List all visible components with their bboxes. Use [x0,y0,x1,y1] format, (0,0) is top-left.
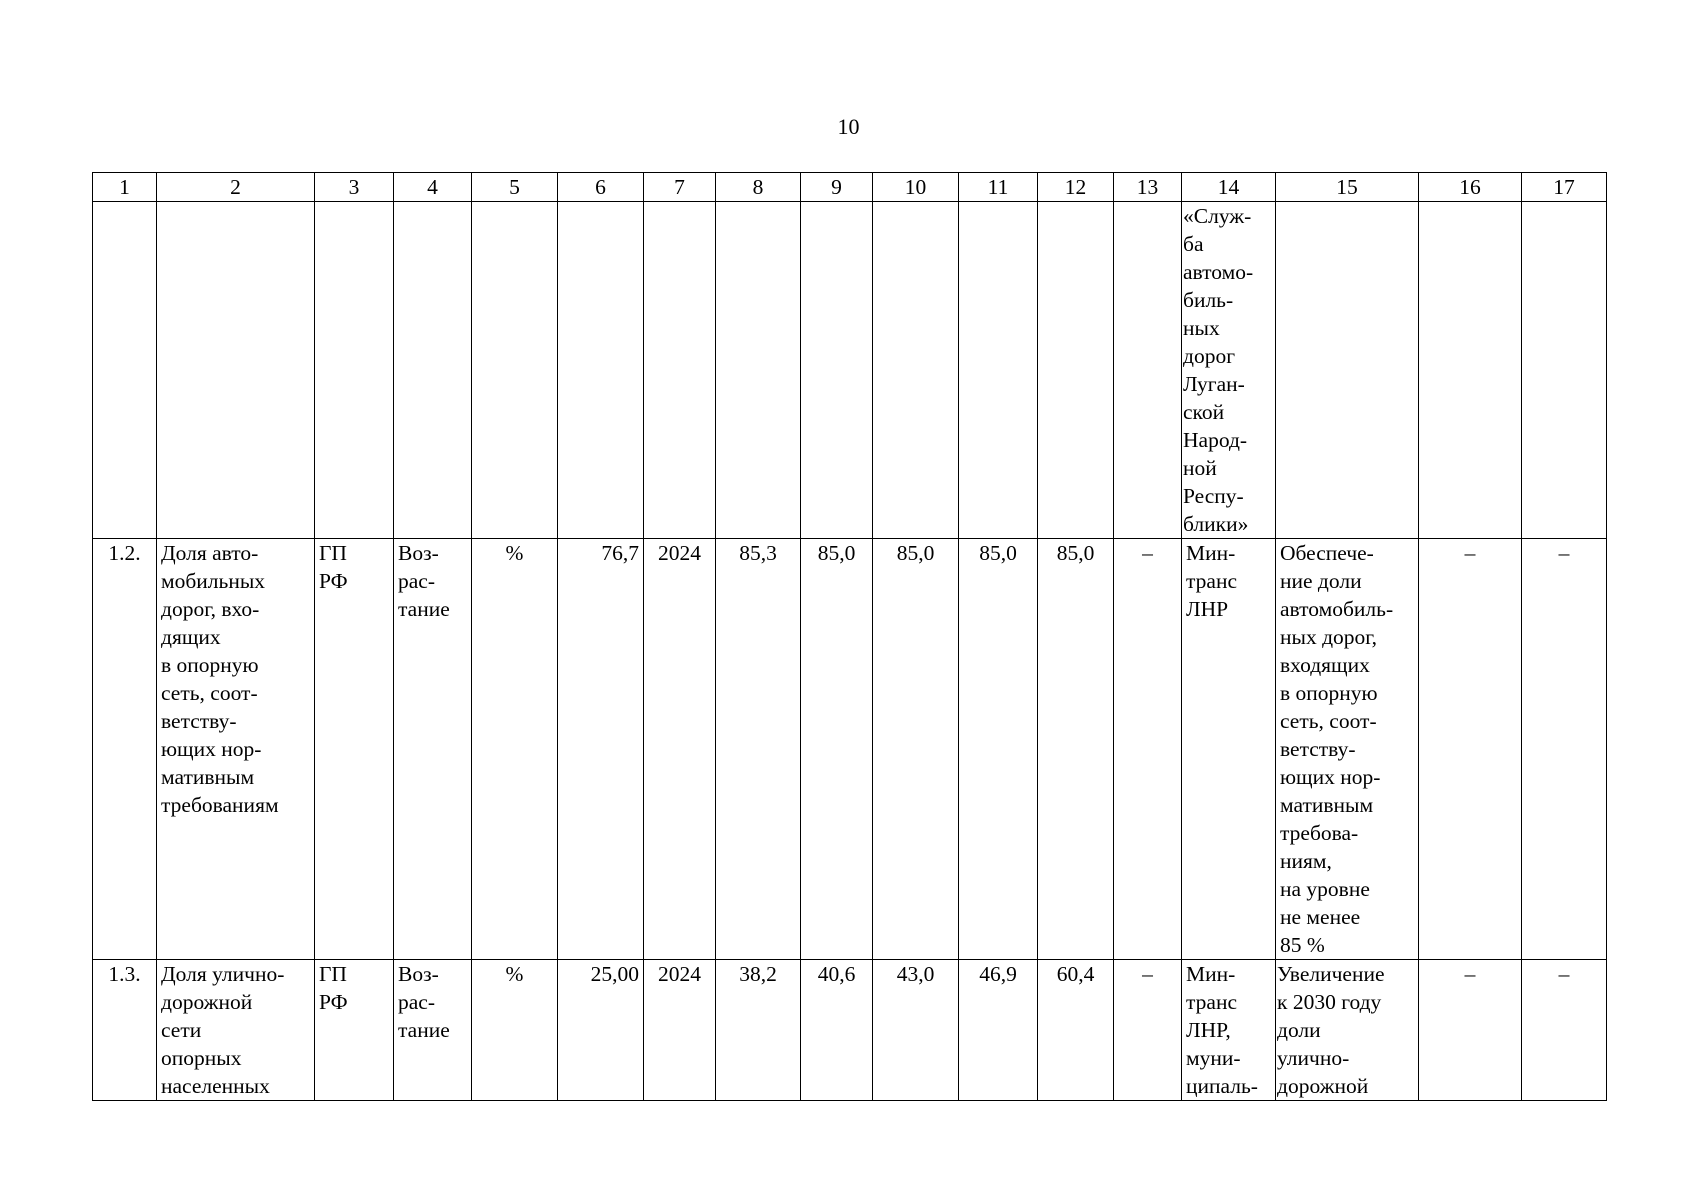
header-col-9: 9 [801,173,873,202]
table-row [93,539,1607,960]
indicator-level: ГП РФ [315,960,394,1101]
value-col-17: – [1522,539,1607,960]
indicator-name: Доля авто- мобильных дорог, вхо- дящих в опорную сеть, соот- ветству- ющих нор- мативным требованиям [157,539,315,960]
indicator-level: ГП РФ [315,539,394,960]
indicators-table [92,172,1607,1101]
base-value: 76,7 [558,539,644,960]
header-col-17: 17 [1522,173,1607,202]
unit: % [472,960,558,1101]
value-col-9: 85,0 [801,539,873,960]
header-col-8: 8 [716,173,801,202]
header-col-11: 11 [959,173,1038,202]
page-number: 10 [837,114,860,139]
header-col-3: 3 [315,173,394,202]
value-col-8: 38,2 [716,960,801,1101]
header-col-12: 12 [1038,173,1114,202]
value-col-13: – [1114,539,1182,960]
base-year: 2024 [644,960,716,1101]
result-cell: Увеличение к 2030 году доли улично- дорожной [1276,960,1419,1101]
value-col-9: 40,6 [801,960,873,1101]
indicator-name: Доля улично- дорожной сети опорных населенных [157,960,315,1101]
indicator-direction: Воз- рас- тание [394,960,472,1101]
row-number: 1.3. [93,960,157,1101]
value-col-17: – [1522,960,1607,1101]
table-row-continuation [93,202,1607,539]
header-col-7: 7 [644,173,716,202]
responsible-cell: Мин- транс ЛНР [1182,539,1276,960]
value-col-10: 43,0 [873,960,959,1101]
header-col-6: 6 [558,173,644,202]
base-year: 2024 [644,539,716,960]
header-col-5: 5 [472,173,558,202]
base-value: 25,00 [558,960,644,1101]
header-col-14: 14 [1182,173,1276,202]
unit: % [472,539,558,960]
header-col-4: 4 [394,173,472,202]
value-col-10: 85,0 [873,539,959,960]
header-col-15: 15 [1276,173,1419,202]
responsible-cell: «Служ- ба автомо- биль- ных дорог Луган- ской Народ- ной Респу- блики» [1182,202,1276,539]
table-row [93,960,1607,1101]
value-col-11: 46,9 [959,960,1038,1101]
value-col-16: – [1419,539,1522,960]
row-number: 1.2. [93,539,157,960]
result-cell: Обеспече- ние доли автомобиль- ных дорог, входящих в опорную сеть, соот- ветству- ющих нор- мативным требова- ниям, на уровне не менее 85 % [1276,539,1419,960]
responsible-cell: Мин- транс ЛНР, муни- ципаль- [1182,960,1276,1101]
indicator-direction: Воз- рас- тание [394,539,472,960]
header-row [93,173,1607,202]
value-col-11: 85,0 [959,539,1038,960]
header-col-1: 1 [93,173,157,202]
header-col-2: 2 [157,173,315,202]
value-col-8: 85,3 [716,539,801,960]
value-col-12: 60,4 [1038,960,1114,1101]
header-col-13: 13 [1114,173,1182,202]
value-col-13: – [1114,960,1182,1101]
header-col-16: 16 [1419,173,1522,202]
value-col-16: – [1419,960,1522,1101]
header-col-10: 10 [873,173,959,202]
value-col-12: 85,0 [1038,539,1114,960]
